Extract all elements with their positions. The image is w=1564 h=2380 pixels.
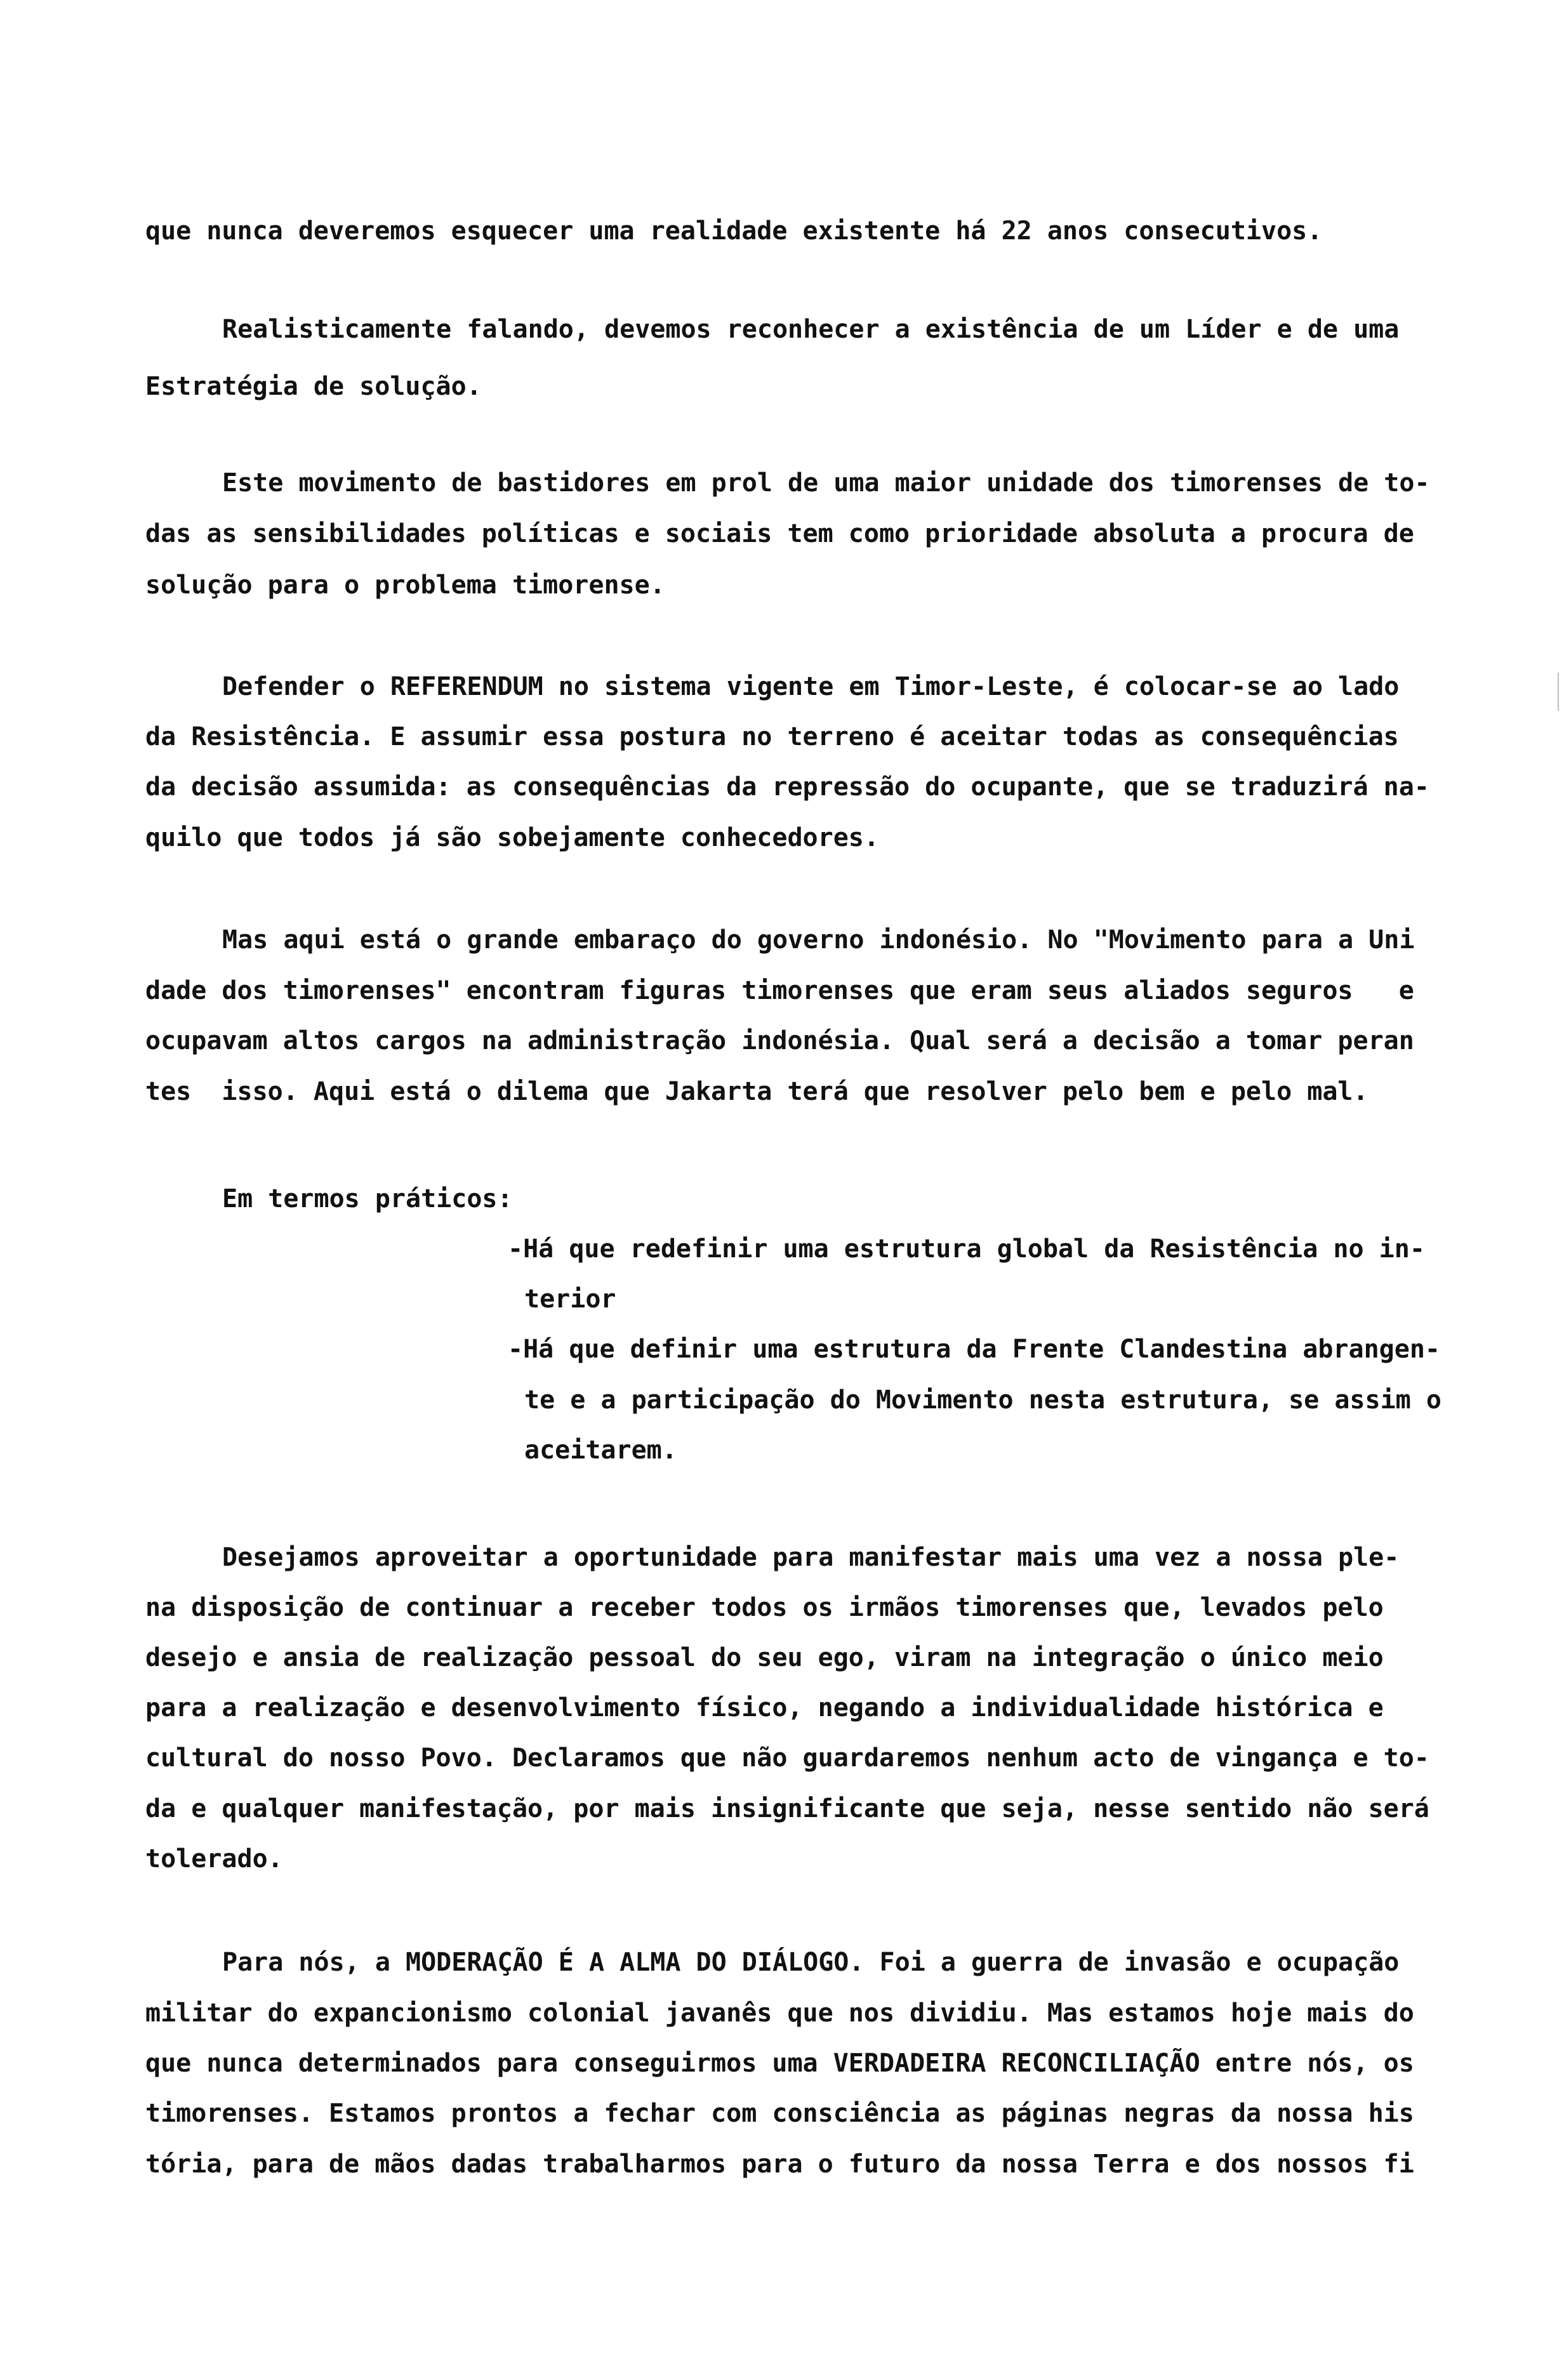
list-item-continuation: aceitarem. (524, 1436, 677, 1465)
list-item: -Há que definir uma estrutura da Frente Clandestina abrangen- (508, 1335, 1441, 1364)
text-line: quilo que todos já são sobejamente conhecedores. (145, 823, 879, 852)
text-line: dade dos timorenses" encontram figuras timorenses que eram seus aliados seguros e (145, 976, 1414, 1005)
text-line: da e qualquer manifestação, por mais insignificante que seja, nesse sentido não será (145, 1794, 1429, 1823)
text-line: na disposição de continuar a receber todos os irmãos timorenses que, levados pelo (145, 1593, 1384, 1622)
text-line: Este movimento de bastidores em prol de uma maior unidade dos timorenses de to- (222, 468, 1430, 498)
text-line: que nunca deveremos esquecer uma realidade existente há 22 anos consecutivos. (145, 216, 1323, 246)
text-line: da decisão assumida: as consequências da repressão do ocupante, que se traduzirá na- (145, 772, 1429, 802)
text-line: desejo e ansia de realização pessoal do seu ego, viram na integração o único meio (145, 1643, 1384, 1672)
text-line: militar do expancionismo colonial javanês que nos dividiu. Mas estamos hoje mais do (145, 1999, 1414, 2028)
text-line: Mas aqui está o grande embaraço do governo indonésio. No "Movimento para a Uni (222, 925, 1415, 955)
text-line: para a realização e desenvolvimento físico, negando a individualidade histórica e (145, 1693, 1384, 1722)
text-line: da Resistência. E assumir essa postura no terreno é aceitar todas as consequências (145, 722, 1399, 751)
text-line: das as sensibilidades políticas e sociais tem como prioridade absoluta a procura de (145, 519, 1414, 548)
text-line: Realisticamente falando, devemos reconhecer a existência de um Líder e de uma (222, 315, 1400, 344)
text-line: ocupavam altos cargos na administração indonésia. Qual será a decisão a tomar peran (145, 1026, 1414, 1055)
text-line: tes isso. Aqui está o dilema que Jakarta terá que resolver pelo bem e pelo mal. (145, 1077, 1368, 1106)
text-line: Desejamos aproveitar a oportunidade para manifestar mais uma vez a nossa ple- (222, 1543, 1400, 1572)
text-line: cultural do nosso Povo. Declaramos que não guardaremos nenhum acto de vingança e to- (145, 1743, 1429, 1773)
text-line: tolerado. (145, 1844, 283, 1874)
text-line: tória, para de mãos dadas trabalharmos para o futuro da nossa Terra e dos nossos fi (145, 2150, 1414, 2179)
list-item-continuation: terior (524, 1285, 616, 1314)
scan-margin-mark (1558, 673, 1559, 711)
text-line: Defender o REFERENDUM no sistema vigente em Timor-Leste, é colocar-se ao lado (222, 672, 1400, 701)
list-item: -Há que redefinir uma estrutura global da Resistência no in- (508, 1234, 1425, 1264)
list-item-continuation: te e a participação do Movimento nesta estrutura, se assim o (524, 1385, 1441, 1415)
text-line: Estratégia de solução. (145, 372, 482, 401)
text-line: timorenses. Estamos prontos a fechar com consciência as páginas negras da nossa his (145, 2099, 1414, 2128)
text-line: solução para o problema timorense. (145, 571, 665, 600)
text-line: Para nós, a MODERAÇÃO É A ALMA DO DIÁLOGO. Foi a guerra de invasão e ocupação (222, 1948, 1400, 1977)
text-line: que nunca determinados para conseguirmos uma VERDADEIRA RECONCILIAÇÃO entre nós, os (145, 2049, 1414, 2078)
text-line: Em termos práticos: (222, 1184, 513, 1213)
